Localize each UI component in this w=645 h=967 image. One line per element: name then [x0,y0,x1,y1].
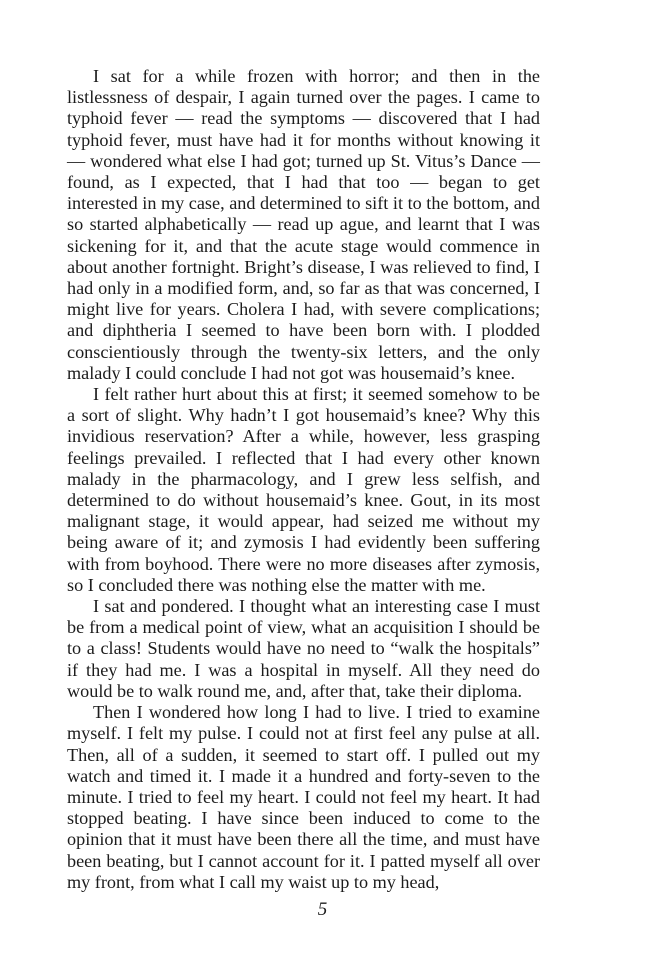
paragraph-3: I sat and pondered. I thought what an interesting case I must be from a medical point of view, what an acquisition I should be to a class! Students would have no need to “walk the hospitals” if they had me. I was a hospital in myself. All they need do would be to walk round me, and, after that, take their diploma. [67,596,540,701]
paragraph-1: I sat for a while frozen with horror; and then in the listlessness of despair, I again turned over the pages. I came to typhoid fever — read the symptoms — discovered that I had typhoid fever, must have had it for months without knowing it — wondered what else I had got; turned up St. Vitus’s Dance — found, as I expected, that I had that too — began to get interested in my case, and determined to sift it to the bottom, and so started alphabetically — read up ague, and learnt that I was sickening for it, and that the acute stage would commence in about another fortnight. Bright’s disease, I was relieved to find, I had only in a modified form, and, so far as that was concerned, I might live for years. Cholera I had, with severe complications; and diphtheria I seemed to have been born with. I plodded conscientiously through the twenty-six letters, and the only malady I could conclude I had not got was housemaid’s knee. [67,66,540,383]
paragraph-4: Then I wondered how long I had to live. I tried to examine myself. I felt my pulse. I could not at first feel any pulse at all. Then, all of a sudden, it seemed to start off. I pulled out my watch and timed it. I made it a hundred and forty-seven to the minute. I tried to feel my heart. I could not feel my heart. It had stopped beating. I have since been induced to come to the opinion that it must have been there all the time, and must have been beating, but I cannot account for it. I patted myself all over my front, from what I call my waist up to my head, [67,702,540,892]
page-number: 5 [317,899,328,920]
paragraph-2: I felt rather hurt about this at first; it seemed somehow to be a sort of slight. Why hadn’t I got housemaid’s knee? Why this invidious reservation? After a while, however, less grasping feelings prevailed. I reflected that I had every other known malady in the pharmacology, and I grew less selfish, and determined to do without housemaid’s knee. Gout, in its most malignant stage, it would appear, had seized me without my being aware of it; and zymosis I had evidently been suffering with from boyhood. There were no more diseases after zymosis, so I concluded there was nothing else the matter with me. [67,384,540,595]
page-body-text [67,66,540,893]
